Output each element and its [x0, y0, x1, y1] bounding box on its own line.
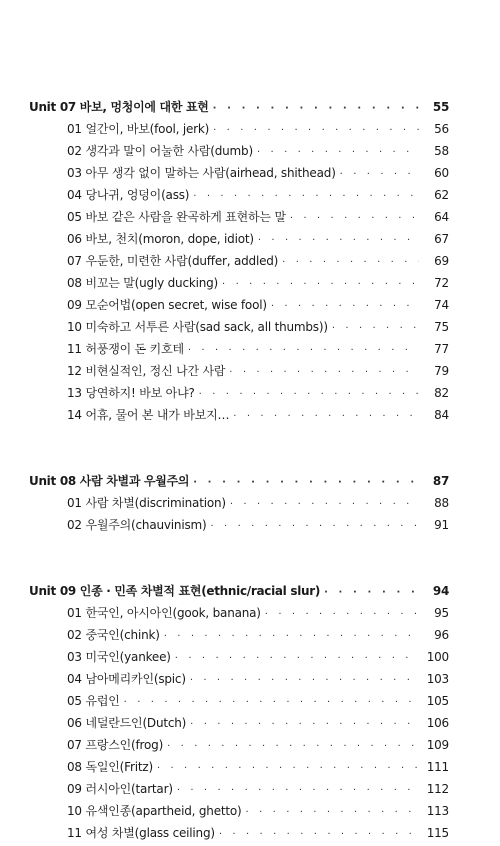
toc-entry[interactable] [29, 602, 449, 624]
dot-leader [282, 252, 419, 274]
toc-entry[interactable] [29, 382, 449, 404]
entry-page-number: 100 [426, 650, 449, 664]
entry-title: 12 비현실적인, 정신 나간 사람 [67, 364, 226, 378]
dot-leader [199, 384, 419, 406]
toc-entry[interactable] [29, 492, 449, 514]
toc-entry[interactable] [29, 162, 449, 184]
entry-page-number: 103 [426, 672, 449, 686]
dot-leader [230, 494, 419, 516]
dot-leader [124, 692, 419, 714]
dot-leader [265, 604, 419, 626]
entry-page-number: 60 [434, 166, 449, 180]
dot-leader [193, 472, 419, 494]
dot-leader [340, 164, 419, 186]
entry-page-number: 105 [426, 694, 449, 708]
dot-leader [219, 824, 419, 846]
dot-leader [164, 626, 419, 648]
entry-page-number: 106 [426, 716, 449, 730]
entry-title: 04 남아메리카인(spic) [67, 672, 186, 686]
dot-leader [177, 780, 419, 802]
dot-leader [290, 208, 419, 230]
entry-page-number: 91 [434, 518, 449, 532]
dot-leader [157, 758, 419, 780]
dot-leader [233, 406, 419, 428]
entry-title: 04 당나귀, 엉덩이(ass) [67, 188, 190, 202]
dot-leader [193, 186, 419, 208]
toc-entry[interactable] [29, 272, 449, 294]
entry-title: 07 프랑스인(frog) [67, 738, 164, 752]
dot-leader [229, 362, 419, 384]
dot-leader [258, 230, 419, 252]
toc-entry[interactable] [29, 756, 449, 778]
entry-title: 11 여성 차별(glass ceiling) [67, 826, 215, 840]
dot-leader [188, 340, 419, 362]
entry-title: 09 모순어법(open secret, wise fool) [67, 298, 267, 312]
toc-entry[interactable] [29, 140, 449, 162]
entry-page-number: 62 [434, 188, 449, 202]
dot-leader [246, 802, 419, 824]
entry-title: 06 바보, 천치(moron, dope, idiot) [67, 232, 254, 246]
entry-page-number: 69 [434, 254, 449, 268]
toc-entry[interactable] [29, 800, 449, 822]
toc-entry[interactable] [29, 514, 449, 536]
dot-leader [211, 516, 420, 538]
toc-entry[interactable] [29, 184, 449, 206]
dot-leader [271, 296, 419, 318]
entry-page-number: 82 [434, 386, 449, 400]
toc-entry[interactable] [29, 690, 449, 712]
toc-unit [29, 96, 449, 426]
entry-title: 01 얼간이, 바보(fool, jerk) [67, 122, 210, 136]
dot-leader [324, 582, 419, 604]
entry-title: 13 당연하지! 바보 아냐? [67, 386, 195, 400]
entry-page-number: 115 [426, 826, 449, 840]
entry-title: 01 한국인, 아시아인(gook, banana) [67, 606, 261, 620]
toc-entry[interactable] [29, 404, 449, 426]
entry-page-number: 95 [434, 606, 449, 620]
entry-title: 10 유색인종(apartheid, ghetto) [67, 804, 242, 818]
entry-title: 09 러시아인(tartar) [67, 782, 173, 796]
toc-entry[interactable] [29, 646, 449, 668]
unit-page-number: 94 [432, 584, 449, 598]
unit-heading[interactable] [29, 96, 449, 118]
entry-page-number: 88 [434, 496, 449, 510]
entry-page-number: 72 [434, 276, 449, 290]
dot-leader [190, 714, 419, 736]
toc-entry[interactable] [29, 316, 449, 338]
toc-entry[interactable] [29, 712, 449, 734]
toc-entry[interactable] [29, 778, 449, 800]
dot-leader [332, 318, 419, 340]
entry-page-number: 77 [434, 342, 449, 356]
toc-entry[interactable] [29, 734, 449, 756]
unit-title: Unit 08 사람 차별과 우월주의 [29, 474, 190, 488]
entry-page-number: 113 [426, 804, 449, 818]
entry-page-number: 84 [434, 408, 449, 422]
entry-title: 02 생각과 말이 어눌한 사람(dumb) [67, 144, 253, 158]
entry-page-number: 58 [434, 144, 449, 158]
dot-leader [257, 142, 419, 164]
entry-title: 01 사람 차별(discrimination) [67, 496, 226, 510]
unit-heading[interactable] [29, 470, 449, 492]
dot-leader [213, 98, 419, 120]
entry-title: 02 우월주의(chauvinism) [67, 518, 207, 532]
toc-entry[interactable] [29, 668, 449, 690]
toc-entry[interactable] [29, 360, 449, 382]
toc-entry[interactable] [29, 624, 449, 646]
unit-page-number: 55 [432, 100, 449, 114]
toc-entry[interactable] [29, 294, 449, 316]
entry-page-number: 96 [434, 628, 449, 642]
toc-entry[interactable] [29, 250, 449, 272]
entry-title: 08 비꼬는 말(ugly ducking) [67, 276, 219, 290]
unit-page-number: 87 [432, 474, 449, 488]
entry-page-number: 111 [426, 760, 449, 774]
dot-leader [175, 648, 419, 670]
entry-page-number: 79 [434, 364, 449, 378]
dot-leader [167, 736, 419, 758]
entry-page-number: 112 [426, 782, 449, 796]
entry-page-number: 67 [434, 232, 449, 246]
toc-unit [29, 470, 449, 536]
dot-leader [213, 120, 419, 142]
unit-title: Unit 09 인종 · 민족 차별적 표현(ethnic/racial slur) [29, 584, 321, 598]
entry-title: 05 유럽인 [67, 694, 120, 708]
entry-title: 14 어휴, 물어 본 내가 바보지… [67, 408, 230, 422]
dot-leader [222, 274, 419, 296]
dot-leader [190, 670, 419, 692]
entry-title: 07 우둔한, 미련한 사람(duffer, addled) [67, 254, 279, 268]
entry-title: 10 미숙하고 서투른 사람(sad sack, all thumbs)) [67, 320, 328, 334]
entry-page-number: 56 [434, 122, 449, 136]
toc-unit [29, 580, 449, 844]
entry-page-number: 109 [426, 738, 449, 752]
entry-title: 02 중국인(chink) [67, 628, 160, 642]
toc-entry[interactable] [29, 206, 449, 228]
entry-title: 03 아무 생각 없이 말하는 사람(airhead, shithead) [67, 166, 336, 180]
entry-title: 05 바보 같은 사람을 완곡하게 표현하는 말 [67, 210, 286, 224]
toc-entry[interactable] [29, 822, 449, 844]
toc-entry[interactable] [29, 338, 449, 360]
entry-page-number: 64 [434, 210, 449, 224]
entry-page-number: 74 [434, 298, 449, 312]
toc-entry[interactable] [29, 228, 449, 250]
entry-title: 11 허풍쟁이 돈 키호테 [67, 342, 184, 356]
entry-title: 08 독일인(Fritz) [67, 760, 153, 774]
entry-page-number: 75 [434, 320, 449, 334]
table-of-contents [29, 96, 449, 844]
toc-entry[interactable] [29, 118, 449, 140]
entry-title: 06 네덜란드인(Dutch) [67, 716, 187, 730]
unit-heading[interactable] [29, 580, 449, 602]
unit-title: Unit 07 바보, 멍청이에 대한 표현 [29, 100, 209, 114]
entry-title: 03 미국인(yankee) [67, 650, 171, 664]
